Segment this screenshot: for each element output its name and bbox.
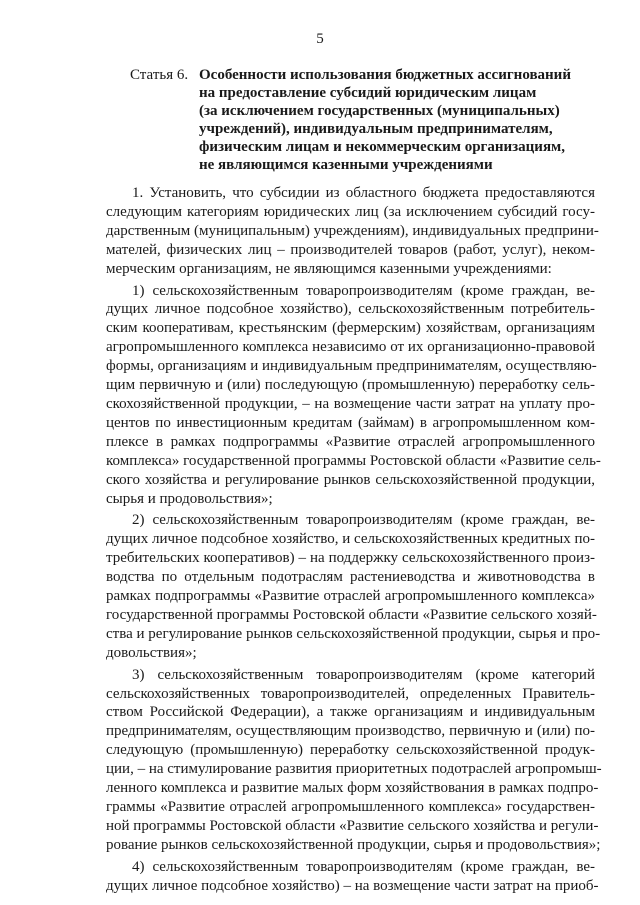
- paragraph: [106, 858, 599, 896]
- text-line: водства по отдельным подотраслям растениеводства и животноводства в: [106, 569, 595, 586]
- text-line: рамках подпрограммы «Развитие отраслей агропромышленного комплекса»: [106, 588, 595, 605]
- text-line: ским кооперативам, крестьянским (фермерским) хозяйствам, организациям: [106, 320, 595, 337]
- text-line: предпринимателям, осуществляющим производство, первичную и (или) по-: [106, 723, 595, 740]
- text-line: 2) сельскохозяйственным товаропроизводителям (кроме граждан, ве-: [132, 512, 595, 529]
- text-line: 3) сельскохозяйственным товаропроизводителям (кроме категорий: [132, 666, 595, 683]
- article-title-line: на предоставление субсидий юридическим лицам: [199, 85, 537, 101]
- text-line: агропромышленного комплекса независимо от их организационно-правовой: [106, 339, 595, 356]
- text-line: следующую (промышленную) переработку сельскохозяйственной продук-: [106, 742, 595, 759]
- paragraph: [106, 666, 602, 855]
- text-line: 1) сельскохозяйственным товаропроизводителям (кроме граждан, ве-: [132, 282, 595, 299]
- text-line: щим первичную и (или) последующую (промышленную) переработку сель-: [106, 377, 595, 394]
- text-line: ством Российской Федерации), а также организациям и индивидуальным: [106, 704, 595, 721]
- text-line: 1. Установить, что субсидии из областного бюджета предоставляются: [132, 185, 595, 201]
- text-line: дарственным (муниципальным) учреждениям), индивидуальных предприни-: [106, 222, 599, 239]
- paragraph: [106, 184, 599, 279]
- text-line: довольствия»;: [106, 644, 197, 661]
- text-line: сельскохозяйственных товаропроизводителей, определенных Правитель-: [106, 685, 595, 702]
- text-line: дущих личное подсобное хозяйство) – на возмещение части затрат на приоб-: [106, 877, 599, 894]
- text-line: скохозяйственной продукции, – на возмещение части затрат на уплату про-: [106, 395, 595, 412]
- text-line: ции, – на стимулирование развития приоритетных подотраслей агропромыш-: [106, 761, 602, 778]
- text-line: сырья и продовольствия»;: [106, 490, 273, 507]
- text-line: рование рынков сельскохозяйственной продукции, сырья и продовольствия»;: [106, 836, 601, 853]
- text-line: формы, организациям и индивидуальным предпринимателям, осуществляю-: [106, 358, 597, 375]
- article-title: [199, 66, 571, 174]
- paragraph: [106, 511, 601, 662]
- article-heading: [130, 66, 600, 174]
- text-line: ленного комплекса и развитие малых форм хозяйствования в рамках подпро-: [106, 780, 599, 797]
- text-line: 4) сельскохозяйственным товаропроизводителям (кроме граждан, ве-: [132, 858, 595, 875]
- text-line: следующим категориям юридических лиц (за исключением субсидий госу-: [106, 203, 595, 220]
- paragraph: [106, 282, 601, 509]
- text-line: граммы «Развитие отраслей агропромышленного комплекса» государствен-: [106, 799, 595, 815]
- text-line: мерческим организациям, не являющимся казенными учреждениями:: [106, 260, 552, 277]
- article-title-line: не являющимся казенными учреждениями: [199, 157, 493, 173]
- article-title-line: физическим лицам и некоммерческим организациям,: [199, 139, 566, 155]
- article-title-line: Особенности использования бюджетных ассигнований: [199, 67, 571, 83]
- text-line: государственной программы Ростовской области «Развитие сельского хозяй-: [106, 606, 597, 623]
- text-line: центов по инвестиционным кредитам (займам) в агропромышленном ком-: [106, 414, 595, 431]
- text-line: комплекса» государственной программы Ростовской области «Развитие сель-: [106, 452, 601, 469]
- document-body: [106, 184, 602, 899]
- text-line: плексе в рамках подпрограммы «Развитие отраслей агропромышленного: [106, 433, 595, 450]
- article-label: Статья 6.: [130, 67, 189, 83]
- text-line: дущих личное подсобное хозяйство), сельскохозяйственным потребитель-: [106, 301, 595, 318]
- text-line: мателей, физических лиц – производителей товаров (работ, услуг), неком-: [106, 241, 595, 258]
- article-title-line: (за исключением государственных (муниципальных): [199, 103, 560, 119]
- article-title-line: учреждений), индивидуальным предпринимателям,: [199, 121, 553, 137]
- text-line: требительских кооперативов) – на поддержку сельскохозяйственного произ-: [106, 550, 595, 567]
- text-line: ского хозяйства и регулирование рынков сельскохозяйственной продукции,: [106, 471, 595, 488]
- page-number: 5: [316, 31, 324, 47]
- text-line: ной программы Ростовской области «Развитие сельского хозяйства и регули-: [106, 817, 599, 834]
- text-line: дущих личное подсобное хозяйство, и сельскохозяйственных кредитных по-: [106, 531, 596, 548]
- text-line: ства и регулирование рынков сельскохозяйственной продукции, сырья и про-: [106, 625, 601, 642]
